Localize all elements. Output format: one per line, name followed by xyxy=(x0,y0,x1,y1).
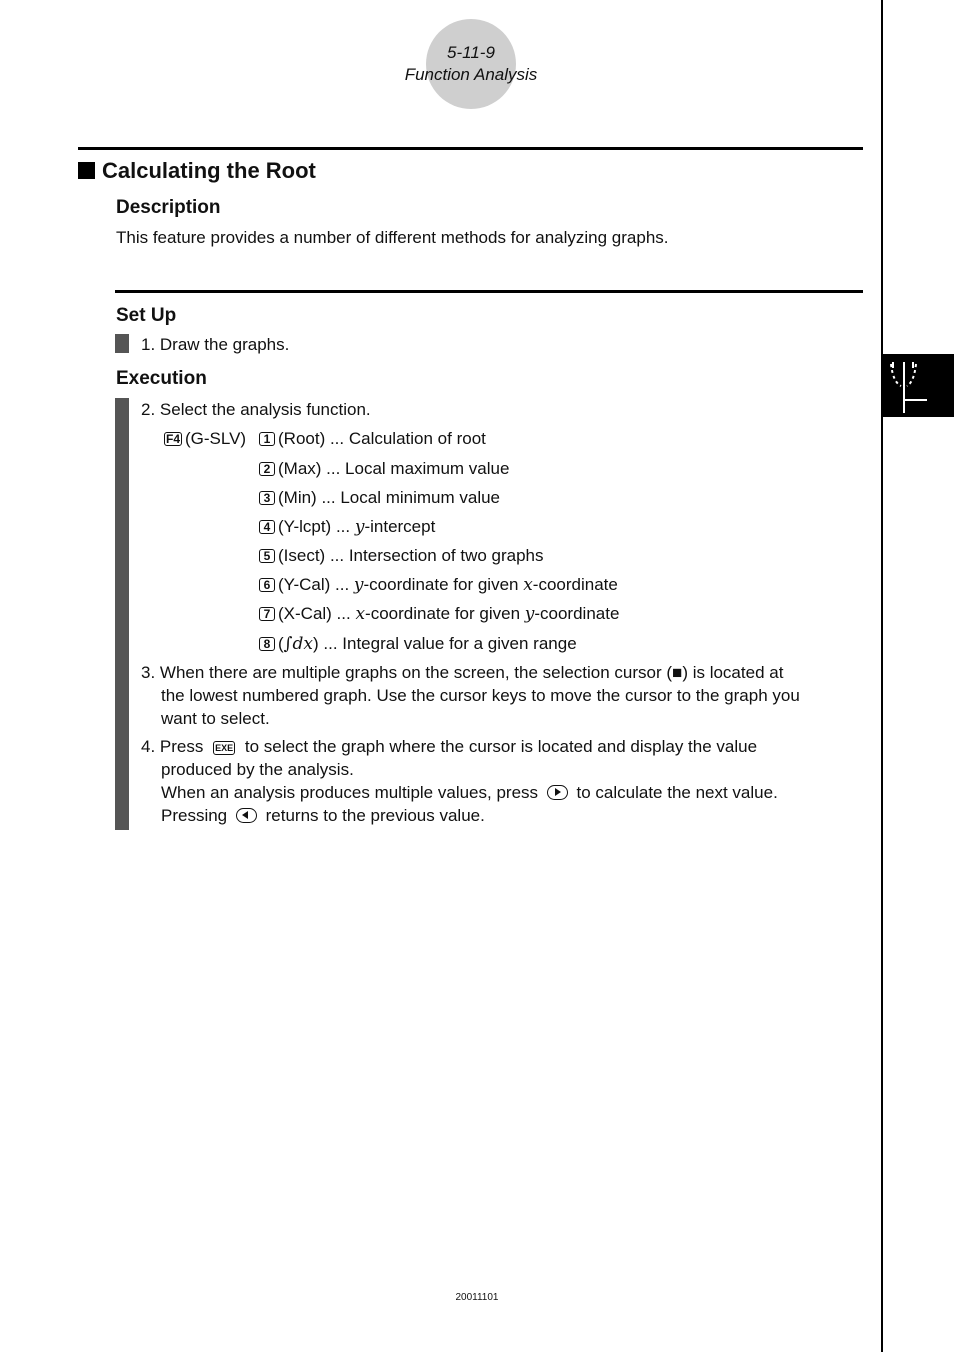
menu-item-intersection: 5 (Isect) ... Intersection of two graphs xyxy=(259,544,544,567)
menu-item-y-cal: 6 (Y-Cal) ... y-coordinate for given x-coordinate xyxy=(259,573,618,597)
page-title: Calculating the Root xyxy=(78,158,316,184)
description-text: This feature provides a number of different methods for analyzing graphs. xyxy=(116,228,669,247)
execution-step-3-line-2: the lowest numbered graph. Use the cursor keys to move the cursor to the graph you xyxy=(161,686,800,705)
execution-step-4-line-4: Pressing returns to the previous value. xyxy=(161,806,485,825)
description-heading: Description xyxy=(116,197,221,218)
setup-bar xyxy=(115,334,129,353)
menu-item-x-cal: 7 (X-Cal) ... x-coordinate for given y-coordinate xyxy=(259,602,619,626)
execution-step-3-line-3: want to select. xyxy=(161,709,270,728)
f4-key: F4 xyxy=(166,432,181,446)
setup-heading: Set Up xyxy=(116,305,177,326)
menu-item-integral: 8 (∫dx) ... Integral value for a given range xyxy=(259,632,577,656)
title-rule xyxy=(78,147,863,150)
section-name: Function Analysis xyxy=(404,65,538,84)
chapter-tab xyxy=(883,354,954,417)
square-bullet-icon xyxy=(78,162,95,179)
left-arrow-key-icon xyxy=(236,808,257,823)
section-rule xyxy=(115,290,863,293)
menu-item-min: 3 (Min) ... Local minimum value xyxy=(259,486,500,509)
exe-key: EXE xyxy=(215,743,234,753)
right-arrow-key-icon xyxy=(547,785,568,800)
f4-line: F4 (G-SLV) xyxy=(166,429,247,448)
execution-step-3-line-1: 3. When there are multiple graphs on the screen, the selection cursor (■) is located at xyxy=(141,663,784,682)
execution-step-4-line-3: When an analysis produces multiple values, press to calculate the next value. xyxy=(161,783,778,802)
execution-heading: Execution xyxy=(116,368,207,389)
menu-item-max: 2 (Max) ... Local maximum value xyxy=(259,457,509,480)
execution-step-4-line-2: produced by the analysis. xyxy=(161,760,354,779)
execution-step-2: 2. Select the analysis function. xyxy=(141,400,371,419)
execution-step-4-line-1: 4. Press EXE to select the graph where the cursor is located and display the value xyxy=(141,737,758,756)
execution-bar xyxy=(115,398,129,830)
menu-item-root: 1 (Root) ... Calculation of root xyxy=(259,427,486,450)
graph-icon xyxy=(883,354,954,417)
margin-rule xyxy=(881,0,883,1352)
setup-step-1: 1. Draw the graphs. xyxy=(141,335,290,354)
page-number: 5-11-9 xyxy=(447,43,495,62)
menu-item-y-intercept: 4 (Y-lcpt) ... y-intercept xyxy=(259,515,435,539)
footer-code: 20011101 xyxy=(455,1292,499,1303)
